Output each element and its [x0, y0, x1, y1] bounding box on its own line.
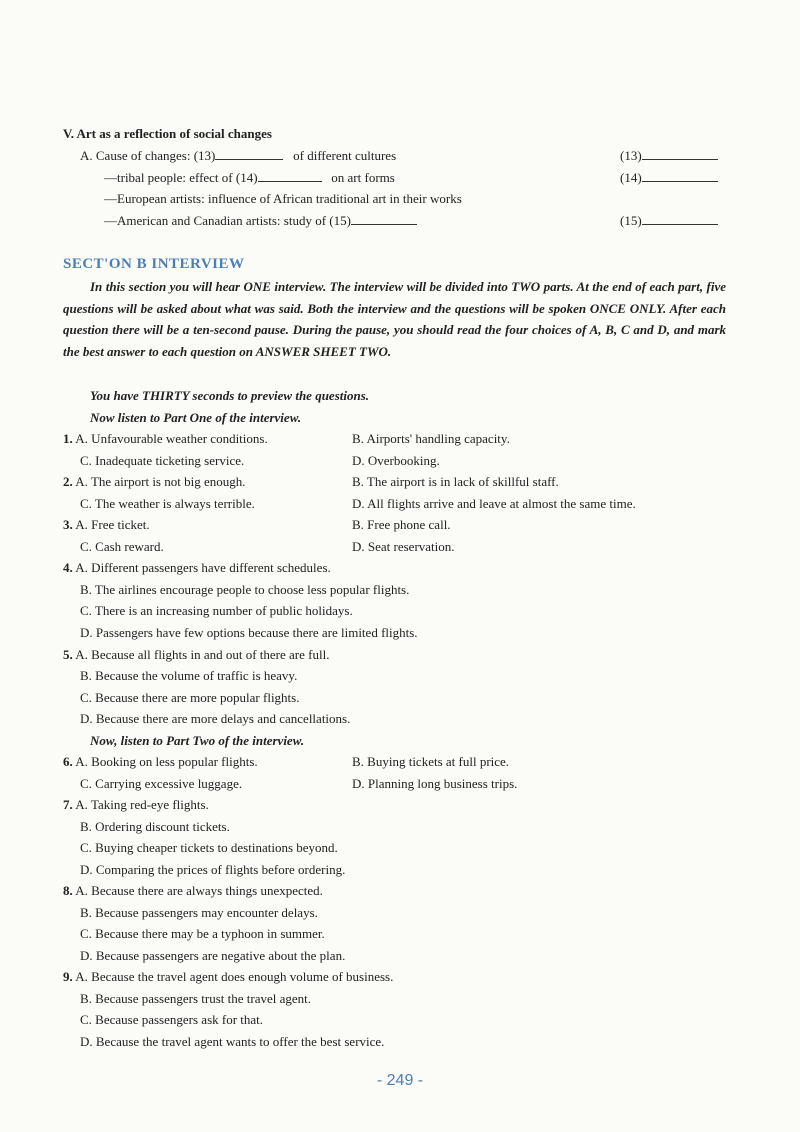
answer-15	[620, 213, 718, 229]
question-number: 8.	[63, 883, 73, 898]
question-8	[63, 883, 323, 899]
answer-13	[620, 148, 718, 164]
part5-heading: V. Art as a reflection of social changes	[63, 126, 272, 141]
question-number: 3.	[63, 517, 73, 532]
question-7	[63, 797, 209, 813]
option-a[interactable]: A. Unfavourable weather conditions.	[75, 431, 268, 446]
part5-line-a-tail: of different cultures	[293, 148, 397, 163]
option-c[interactable]: C. Cash reward.	[80, 539, 164, 554]
option-b[interactable]: B. Because passengers may encounter delays.	[80, 905, 318, 920]
question-4	[63, 560, 331, 576]
answer-14-blank[interactable]	[642, 170, 718, 182]
option-b[interactable]: B. Buying tickets at full price.	[352, 754, 510, 769]
option-d[interactable]: D. Passengers have few options because there are limited flights.	[80, 625, 418, 640]
answer-13-label: (13)	[620, 148, 642, 163]
option-a[interactable]: A. The airport is not big enough.	[75, 474, 246, 489]
answer-15-label: (15)	[620, 213, 642, 228]
question-number: 9.	[63, 969, 73, 984]
question-1	[63, 431, 268, 447]
option-b[interactable]: B. The airlines encourage people to choose less popular flights.	[80, 582, 410, 597]
part5-line-1-text: —tribal people: effect of (14)	[104, 170, 258, 185]
option-d[interactable]: D. Because passengers are negative about the plan.	[80, 948, 346, 963]
part5-line-3-text: —American and Canadian artists: study of (15)	[104, 213, 351, 228]
answer-13-blank[interactable]	[642, 148, 718, 160]
question-number: 1.	[63, 431, 73, 446]
option-a[interactable]: A. Booking on less popular flights.	[75, 754, 258, 769]
part5-line-1	[104, 170, 395, 186]
question-number: 6.	[63, 754, 73, 769]
question-number: 2.	[63, 474, 73, 489]
option-b[interactable]: B. The airport is in lack of skillful staff.	[352, 474, 559, 489]
part5-line-a	[80, 148, 396, 164]
option-a[interactable]: A. Different passengers have different schedules.	[75, 560, 331, 575]
section-instructions: In this section you will hear ONE interview. The interview will be divided into TWO parts. At the end of each part, five questions will be asked about what was said. Both the interview and the questions will be spoken ONCE ONLY. After each question there will be a ten-second pause. During the pause, you should read the four choices of A, B, C and D, and mark the best answer to each question on ANSWER SHEET TWO.	[63, 279, 726, 359]
option-c[interactable]: C. Because there may be a typhoon in summer.	[80, 926, 325, 941]
part5-line-2: —European artists: influence of African traditional art in their works	[104, 191, 462, 206]
preview-note: You have THIRTY seconds to preview the questions.	[90, 388, 370, 403]
option-d[interactable]: D. Because there are more delays and cancellations.	[80, 711, 351, 726]
page-number: - 249 -	[376, 1072, 424, 1089]
option-c[interactable]: C. There is an increasing number of public holidays.	[80, 603, 353, 618]
blank-14[interactable]	[258, 170, 322, 182]
question-6	[63, 754, 258, 770]
blank-13[interactable]	[215, 148, 283, 160]
option-d[interactable]: D. Because the travel agent wants to offer the best service.	[80, 1034, 385, 1049]
answer-15-blank[interactable]	[642, 213, 718, 225]
option-d[interactable]: D. Seat reservation.	[352, 539, 455, 554]
part5-line-a-text: A. Cause of changes: (13)	[80, 148, 216, 163]
answer-14-label: (14)	[620, 170, 642, 185]
option-a[interactable]: A. Free ticket.	[75, 517, 150, 532]
option-d[interactable]: D. Comparing the prices of flights before ordering.	[80, 862, 346, 877]
question-3	[63, 517, 150, 533]
option-a[interactable]: A. Because all flights in and out of there are full.	[75, 647, 330, 662]
option-a[interactable]: A. Taking red-eye flights.	[75, 797, 209, 812]
question-number: 5.	[63, 647, 73, 662]
option-b[interactable]: B. Free phone call.	[352, 517, 451, 532]
option-c[interactable]: C. Because passengers ask for that.	[80, 1012, 264, 1027]
option-b[interactable]: B. Airports' handling capacity.	[352, 431, 510, 446]
option-c[interactable]: C. Inadequate ticketing service.	[80, 453, 245, 468]
option-d[interactable]: D. Overbooking.	[352, 453, 440, 468]
section-title: SECT'ON B INTERVIEW	[63, 256, 245, 272]
option-d[interactable]: D. All flights arrive and leave at almost the same time.	[352, 496, 636, 511]
option-c[interactable]: C. Because there are more popular flights.	[80, 690, 300, 705]
part5-line-1-tail: on art forms	[331, 170, 395, 185]
option-c[interactable]: C. The weather is always terrible.	[80, 496, 255, 511]
part5-line-3	[104, 213, 417, 229]
option-c[interactable]: C. Carrying excessive luggage.	[80, 776, 243, 791]
option-b[interactable]: B. Ordering discount tickets.	[80, 819, 230, 834]
blank-15[interactable]	[351, 213, 417, 225]
option-b[interactable]: B. Because passengers trust the travel agent.	[80, 991, 312, 1006]
option-d[interactable]: D. Planning long business trips.	[352, 776, 518, 791]
answer-14	[620, 170, 718, 186]
part-one-note: Now listen to Part One of the interview.	[90, 410, 302, 425]
question-5	[63, 647, 329, 663]
question-2	[63, 474, 245, 490]
option-a[interactable]: A. Because there are always things unexpected.	[75, 883, 323, 898]
option-b[interactable]: B. Because the volume of traffic is heavy.	[80, 668, 298, 683]
question-number: 7.	[63, 797, 73, 812]
part-two-note: Now, listen to Part Two of the interview.	[90, 733, 305, 748]
option-c[interactable]: C. Buying cheaper tickets to destinations beyond.	[80, 840, 338, 855]
question-9	[63, 969, 393, 985]
question-number: 4.	[63, 560, 73, 575]
option-a[interactable]: A. Because the travel agent does enough volume of business.	[75, 969, 394, 984]
